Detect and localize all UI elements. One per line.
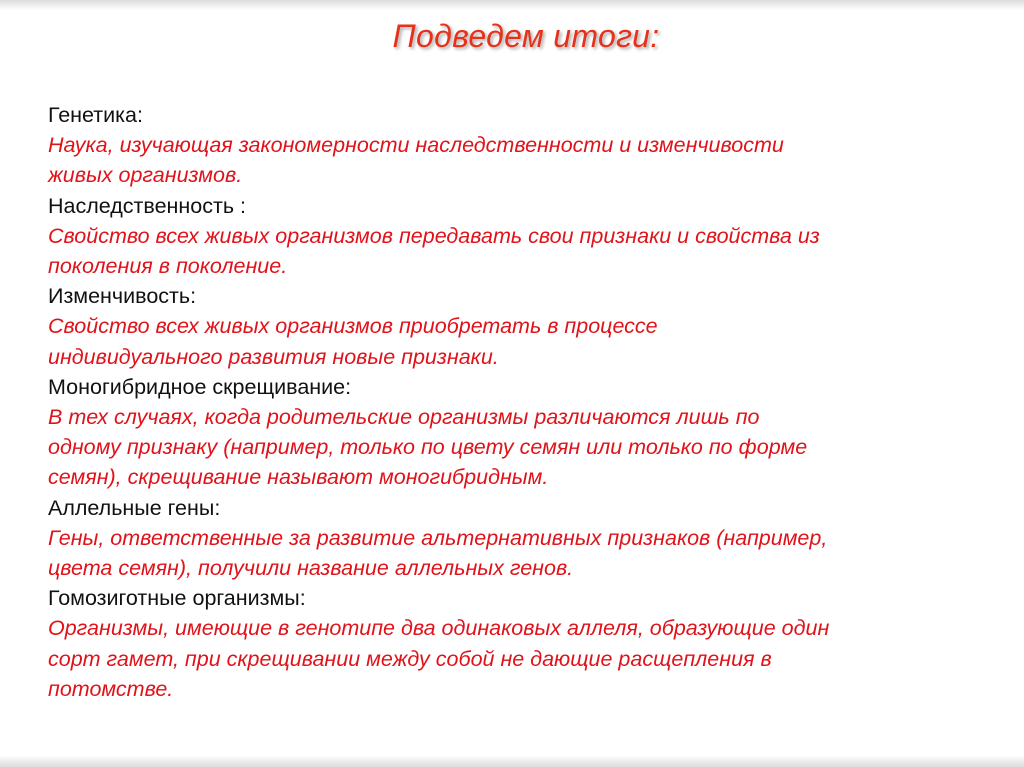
term-homozygous-organisms: Гомозиготные организмы: — [48, 586, 306, 611]
definition-line: Свойство всех живых организмов приобретать в процессе — [48, 314, 658, 339]
definition-line: поколения в поколение. — [48, 254, 288, 279]
term-variability: Изменчивость: — [48, 284, 197, 309]
definition-line: семян), скрещивание называют моногибридным. — [48, 465, 549, 490]
term-allelic-genes: Аллельные гены: — [48, 495, 221, 520]
definition-line: Гены, ответственные за развитие альтернативных признаков (например, — [48, 525, 828, 550]
definition-line: цвета семян), получили название аллельных генов. — [48, 556, 574, 581]
slide-top-shadow — [0, 0, 1024, 10]
entry-genetics — [48, 100, 998, 191]
definition-line: живых организмов. — [48, 163, 243, 188]
definition-line: Наука, изучающая закономерности наследственности и изменчивости — [48, 133, 784, 158]
entry-variability — [48, 281, 998, 372]
term-heredity: Наследственность : — [48, 193, 246, 218]
entry-homozygous-organisms — [48, 583, 998, 704]
definition-line: Организмы, имеющие в генотипе два одинаковых аллеля, образующие один — [48, 616, 830, 641]
definition-line: Свойство всех живых организмов передавать свои признаки и свойства из — [48, 223, 820, 248]
definition-line: сорт гамет, при скрещивании между собой не дающие расщепления в — [48, 646, 772, 671]
slide-bottom-shadow — [0, 755, 1024, 767]
entry-heredity — [48, 191, 998, 282]
entry-allelic-genes — [48, 493, 998, 584]
definition-line: потомстве. — [48, 676, 174, 701]
entry-monohybrid-cross — [48, 372, 998, 493]
definition-line: индивидуального развития новые признаки. — [48, 344, 499, 369]
definition-line: В тех случаях, когда родительские организмы различаются лишь по — [48, 405, 760, 430]
definitions-list — [48, 100, 998, 704]
slide-title: Подведем итоги: — [392, 18, 660, 54]
definition-line: одному признаку (например, только по цвету семян или только по форме — [48, 435, 808, 460]
term-monohybrid-cross: Моногибридное скрещивание: — [48, 374, 352, 399]
term-genetics: Генетика: — [48, 103, 143, 127]
